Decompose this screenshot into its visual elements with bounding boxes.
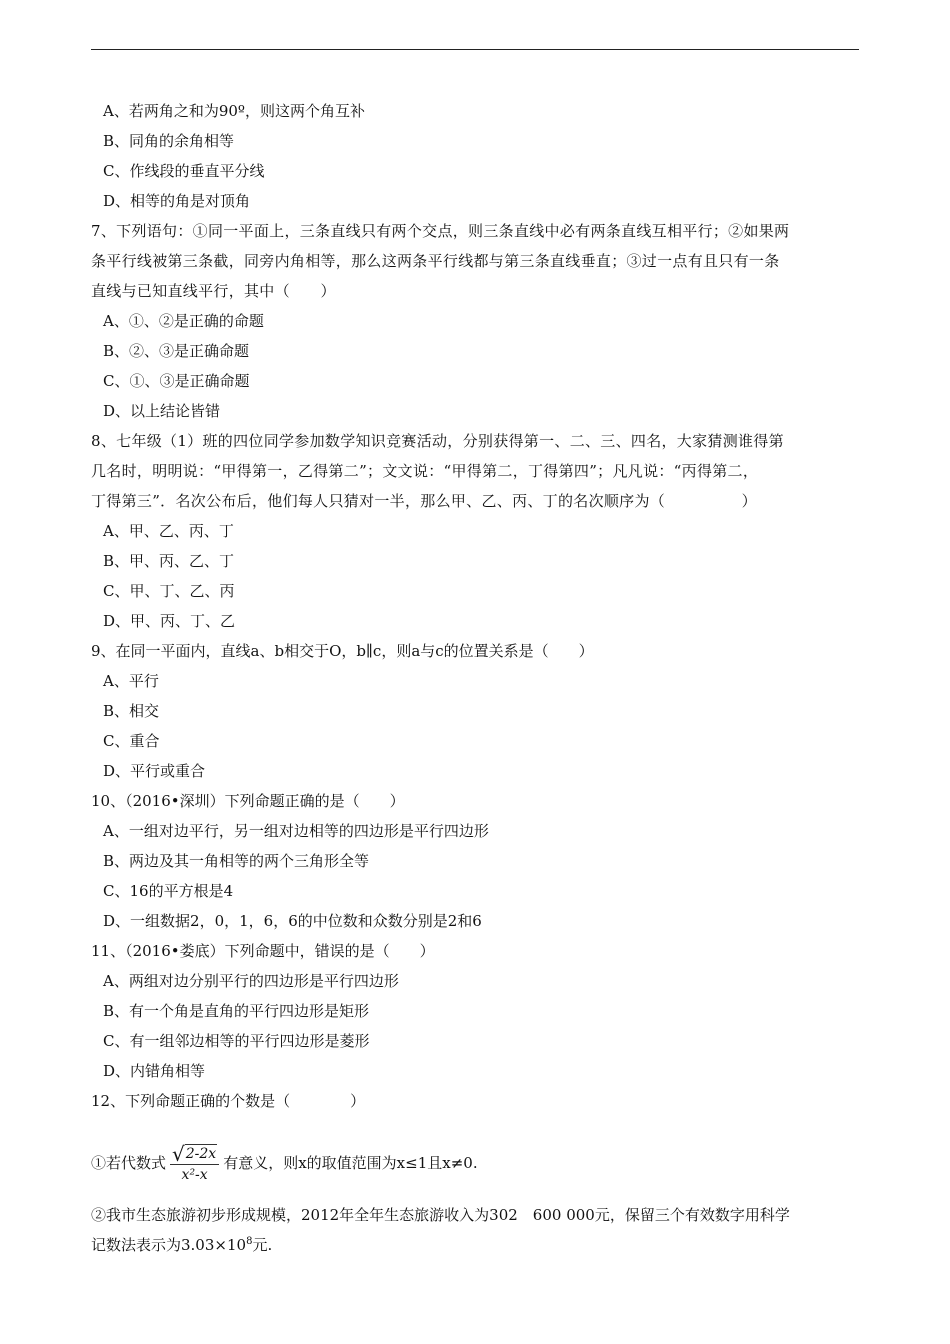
q10-option-d: D、一组数据2，0，1，6，6的中位数和众数分别是2和6 <box>103 912 482 930</box>
q8-option-b: B、甲、丙、乙、丁 <box>103 552 235 570</box>
question-12 <box>91 1086 861 1260</box>
q7-stem-line-3: 直线与已知直线平行，其中（ ） <box>91 282 336 300</box>
q12-item2-prefix: 记数法表示为3.03×10 <box>91 1236 247 1254</box>
q10-option-c: C、16的平方根是4 <box>103 882 234 900</box>
q9-option-d: D、平行或重合 <box>103 762 206 780</box>
q8-stem-line-2: 几名时，明明说：“甲得第一，乙得第二”；文文说：“甲得第二，丁得第四”；凡凡说：“丙得第二， <box>91 462 759 480</box>
q9-option-c: C、重合 <box>103 732 160 750</box>
q7-option-d: D、以上结论皆错 <box>103 402 221 420</box>
q12-item2-suffix: 元. <box>252 1236 273 1254</box>
question-8 <box>91 426 861 636</box>
q10-stem: 10、（2016•深圳）下列命题正确的是（ ） <box>91 792 405 810</box>
q12-item-1 <box>91 1120 861 1183</box>
q8-option-c: C、甲、丁、乙、丙 <box>103 582 235 600</box>
question-7 <box>91 216 861 426</box>
q7-option-a: A、①、②是正确的命题 <box>103 312 264 330</box>
q8-stem-line-1: 8、七年级（1）班的四位同学参加数学知识竞赛活动，分别获得第一、二、三、四名，大家猜测谁得第 <box>91 432 784 450</box>
q10-option-b: B、两边及其一角相等的两个三角形全等 <box>103 852 370 870</box>
q11-option-a: A、两组对边分别平行的四边形是平行四边形 <box>103 972 399 990</box>
q7-option-c: C、①、③是正确命题 <box>103 372 250 390</box>
q6-option-c: C、作线段的垂直平分线 <box>103 162 265 180</box>
q6-options <box>91 96 861 216</box>
header-rule <box>91 49 859 50</box>
q9-stem: 9、在同一平面内，直线a、b相交于O，b∥c，则a与c的位置关系是（ ） <box>91 642 594 660</box>
question-10 <box>91 786 861 936</box>
question-11 <box>91 936 861 1086</box>
q10-option-a: A、一组对边平行，另一组对边相等的四边形是平行四边形 <box>103 822 489 840</box>
question-9 <box>91 636 861 786</box>
q7-option-b: B、②、③是正确命题 <box>103 342 250 360</box>
q12-item-2-line-1: ②我市生态旅游初步形成规模，2012年全年生态旅游收入为302 600 000元，保留三个有效数字用科学 <box>91 1206 790 1224</box>
q12-stem: 12、下列命题正确的个数是（ ） <box>91 1092 366 1110</box>
q8-stem-line-3: 丁得第三”．名次公布后，他们每人只猜对一半，那么甲、乙、丙、丁的名次顺序为（ ） <box>91 492 757 510</box>
sqrt-icon: √ <box>172 1142 185 1166</box>
radicand: 2-2x <box>185 1146 217 1162</box>
q9-option-a: A、平行 <box>103 672 159 690</box>
fraction-denominator: x²-x <box>181 1167 208 1183</box>
exponent: 8 <box>246 1236 253 1247</box>
fraction-formula <box>170 1144 219 1184</box>
q11-option-c: C、有一组邻边相等的平行四边形是菱形 <box>103 1032 370 1050</box>
q8-option-d: D、甲、丙、丁、乙 <box>103 612 236 630</box>
q8-option-a: A、甲、乙、丙、丁 <box>103 522 234 540</box>
document-page <box>91 96 861 1260</box>
q7-stem-line-2: 条平行线被第三条截，同旁内角相等，那么这两条平行线都与第三条直线垂直；③过一点有且只有一条 <box>91 252 780 270</box>
q6-option-d: D、相等的角是对顶角 <box>103 192 251 210</box>
q12-item1-prefix: ①若代数式 <box>91 1154 167 1172</box>
q6-option-b: B、同角的余角相等 <box>103 132 235 150</box>
q11-option-b: B、有一个角是直角的平行四边形是矩形 <box>103 1002 370 1020</box>
q11-stem: 11、（2016•娄底）下列命题中，错误的是（ ） <box>91 942 435 960</box>
q12-item1-suffix: 有意义，则x的取值范围为x≤1且x≠0. <box>223 1154 478 1172</box>
q7-stem-line-1: 7、下列语句：①同一平面上，三条直线只有两个交点，则三条直线中必有两条直线互相平行；②如果两 <box>91 222 790 240</box>
q12-item-2-line-2 <box>91 1230 861 1260</box>
q11-option-d: D、内错角相等 <box>103 1062 206 1080</box>
q6-option-a: A、若两角之和为90º，则这两个角互补 <box>103 102 365 120</box>
q9-option-b: B、相交 <box>103 702 160 720</box>
fraction-numerator <box>170 1144 219 1165</box>
